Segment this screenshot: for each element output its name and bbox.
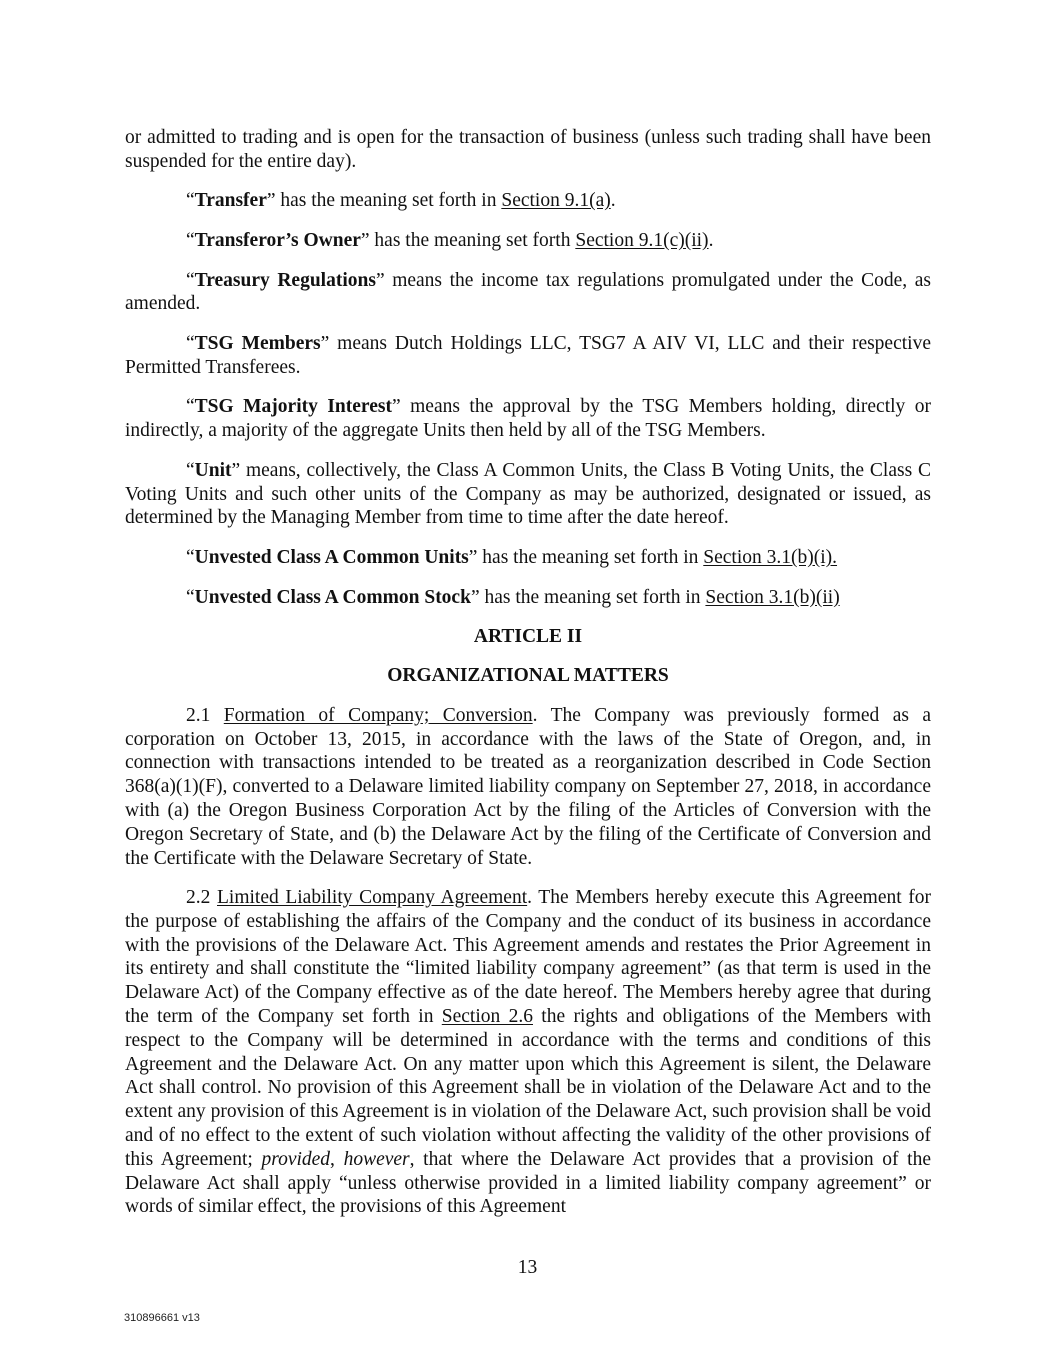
definition-tsg-majority-interest: “TSG Majority Interest” means the approval by the TSG Members holding, directly or indirectly, a majority of the aggregate Units then held by all of the TSG Members. [125,396,932,442]
section-reference-link[interactable]: Section 2.6 [441,1006,533,1028]
definition-transferors-owner: “Transferor’s Owner” has the meaning set forth Section 9.1(c)(ii). [186,229,714,251]
defined-term: Treasury Regulations [194,269,376,291]
definition-treasury-regulations: “Treasury Regulations” means the income tax regulations promulgated under the Code, as amended. [125,269,932,315]
defined-term: TSG Majority Interest [194,396,392,418]
section-heading: Formation of Company; Conversion [223,704,533,726]
document-id: 310896661 v13 [124,1312,200,1324]
defined-term: Transferor’s Owner [194,229,361,251]
defined-term: Unvested Class A Common Units [194,546,469,568]
definition-tsg-members: “TSG Members” means Dutch Holdings LLC, TSG7 A AIV VI, LLC and their respective Permitted Transferees. [125,332,931,378]
defined-term: Transfer [194,190,267,212]
defined-term: Unvested Class A Common Stock [194,586,471,608]
defined-term: Unit [194,459,232,481]
section-2-1: 2.1 Formation of Company; Conversion. The Company was previously formed as a corporation on October 13, 2015, in accordance with the laws of the State of Oregon, and, in connection with transactions intended to be treated as a reorganization described in Code Section 368(a)(1)(F), converted to a Delaware limited liability company on September 27, 2018, in accordance with (a) the Oregon Business Corporation Act by the filing of the Articles of Conversion with the Oregon Secretary of State, and (b) the Delaware Act by the filing of the Certificate of Conversion and the Certificate with the Delaware Secretary of State. [125,704,931,869]
definition-transfer: “Transfer” has the meaning set forth in Section 9.1(a). [186,190,616,212]
section-heading: Limited Liability Company Agreement [217,887,528,909]
definition-unvested-stock: “Unvested Class A Common Stock” has the meaning set forth in Section 3.1(b)(ii) [186,586,840,608]
definition-unvested-units: “Unvested Class A Common Units” has the meaning set forth in Section 3.1(b)(i). [186,546,838,568]
continuation-paragraph: or admitted to trading and is open for the transaction of business (unless such trading shall have been suspended for the entire day). [125,127,931,172]
article-title: ORGANIZATIONAL MATTERS [387,665,669,687]
section-reference-link[interactable]: Section 3.1(b)(i). [703,546,838,568]
definition-unit: “Unit” means, collectively, the Class A Common Units, the Class B Voting Units, the Class C Voting Units and such other units of the Company as may be authorized, designated or issued, as determined by the Managing Member from time to time after the date hereof. [125,459,931,529]
section-reference-link[interactable]: Section 9.1(a) [501,190,611,212]
page-number: 13 [517,1257,538,1278]
section-reference-link[interactable]: Section 9.1(c)(ii) [575,229,709,251]
document-page [125,126,931,1235]
section-2-2: 2.2 Limited Liability Company Agreement. The Members hereby execute this Agreement for the purpose of establishing the affairs of the Company and the conduct of its business in accordance with the provisions of the Delaware Act. This Agreement amends and restates the Prior Agreement in its entirety and shall constitute the “limited liability company agreement” (as that term is used in the Delaware Act) of the Company effective as of the date hereof. The Members hereby agree that during the term of the Company set forth in Section 2.6 the rights and obligations of the Members with respect to the Company will be determined in accordance with the terms and conditions of this Agreement and the Delaware Act. On any matter upon which this Agreement is silent, the Delaware Act shall control. No provision of this Agreement shall be in violation of the Delaware Act and to the extent any provision of this Agreement is in violation of the Delaware Act, such provision shall be void and of no effect to the extent of such violation without affecting the validity of the other provisions of this Agreement; provided, however, that where the Delaware Act provides that a provision of the Delaware Act shall apply “unless otherwise provided in a limited liability company agreement” or words of similar effect, the provisions of this Agreement [125,887,932,1218]
article-number: ARTICLE II [473,626,583,648]
defined-term: TSG Members [194,332,321,354]
section-reference-link[interactable]: Section 3.1(b)(ii) [705,586,840,608]
